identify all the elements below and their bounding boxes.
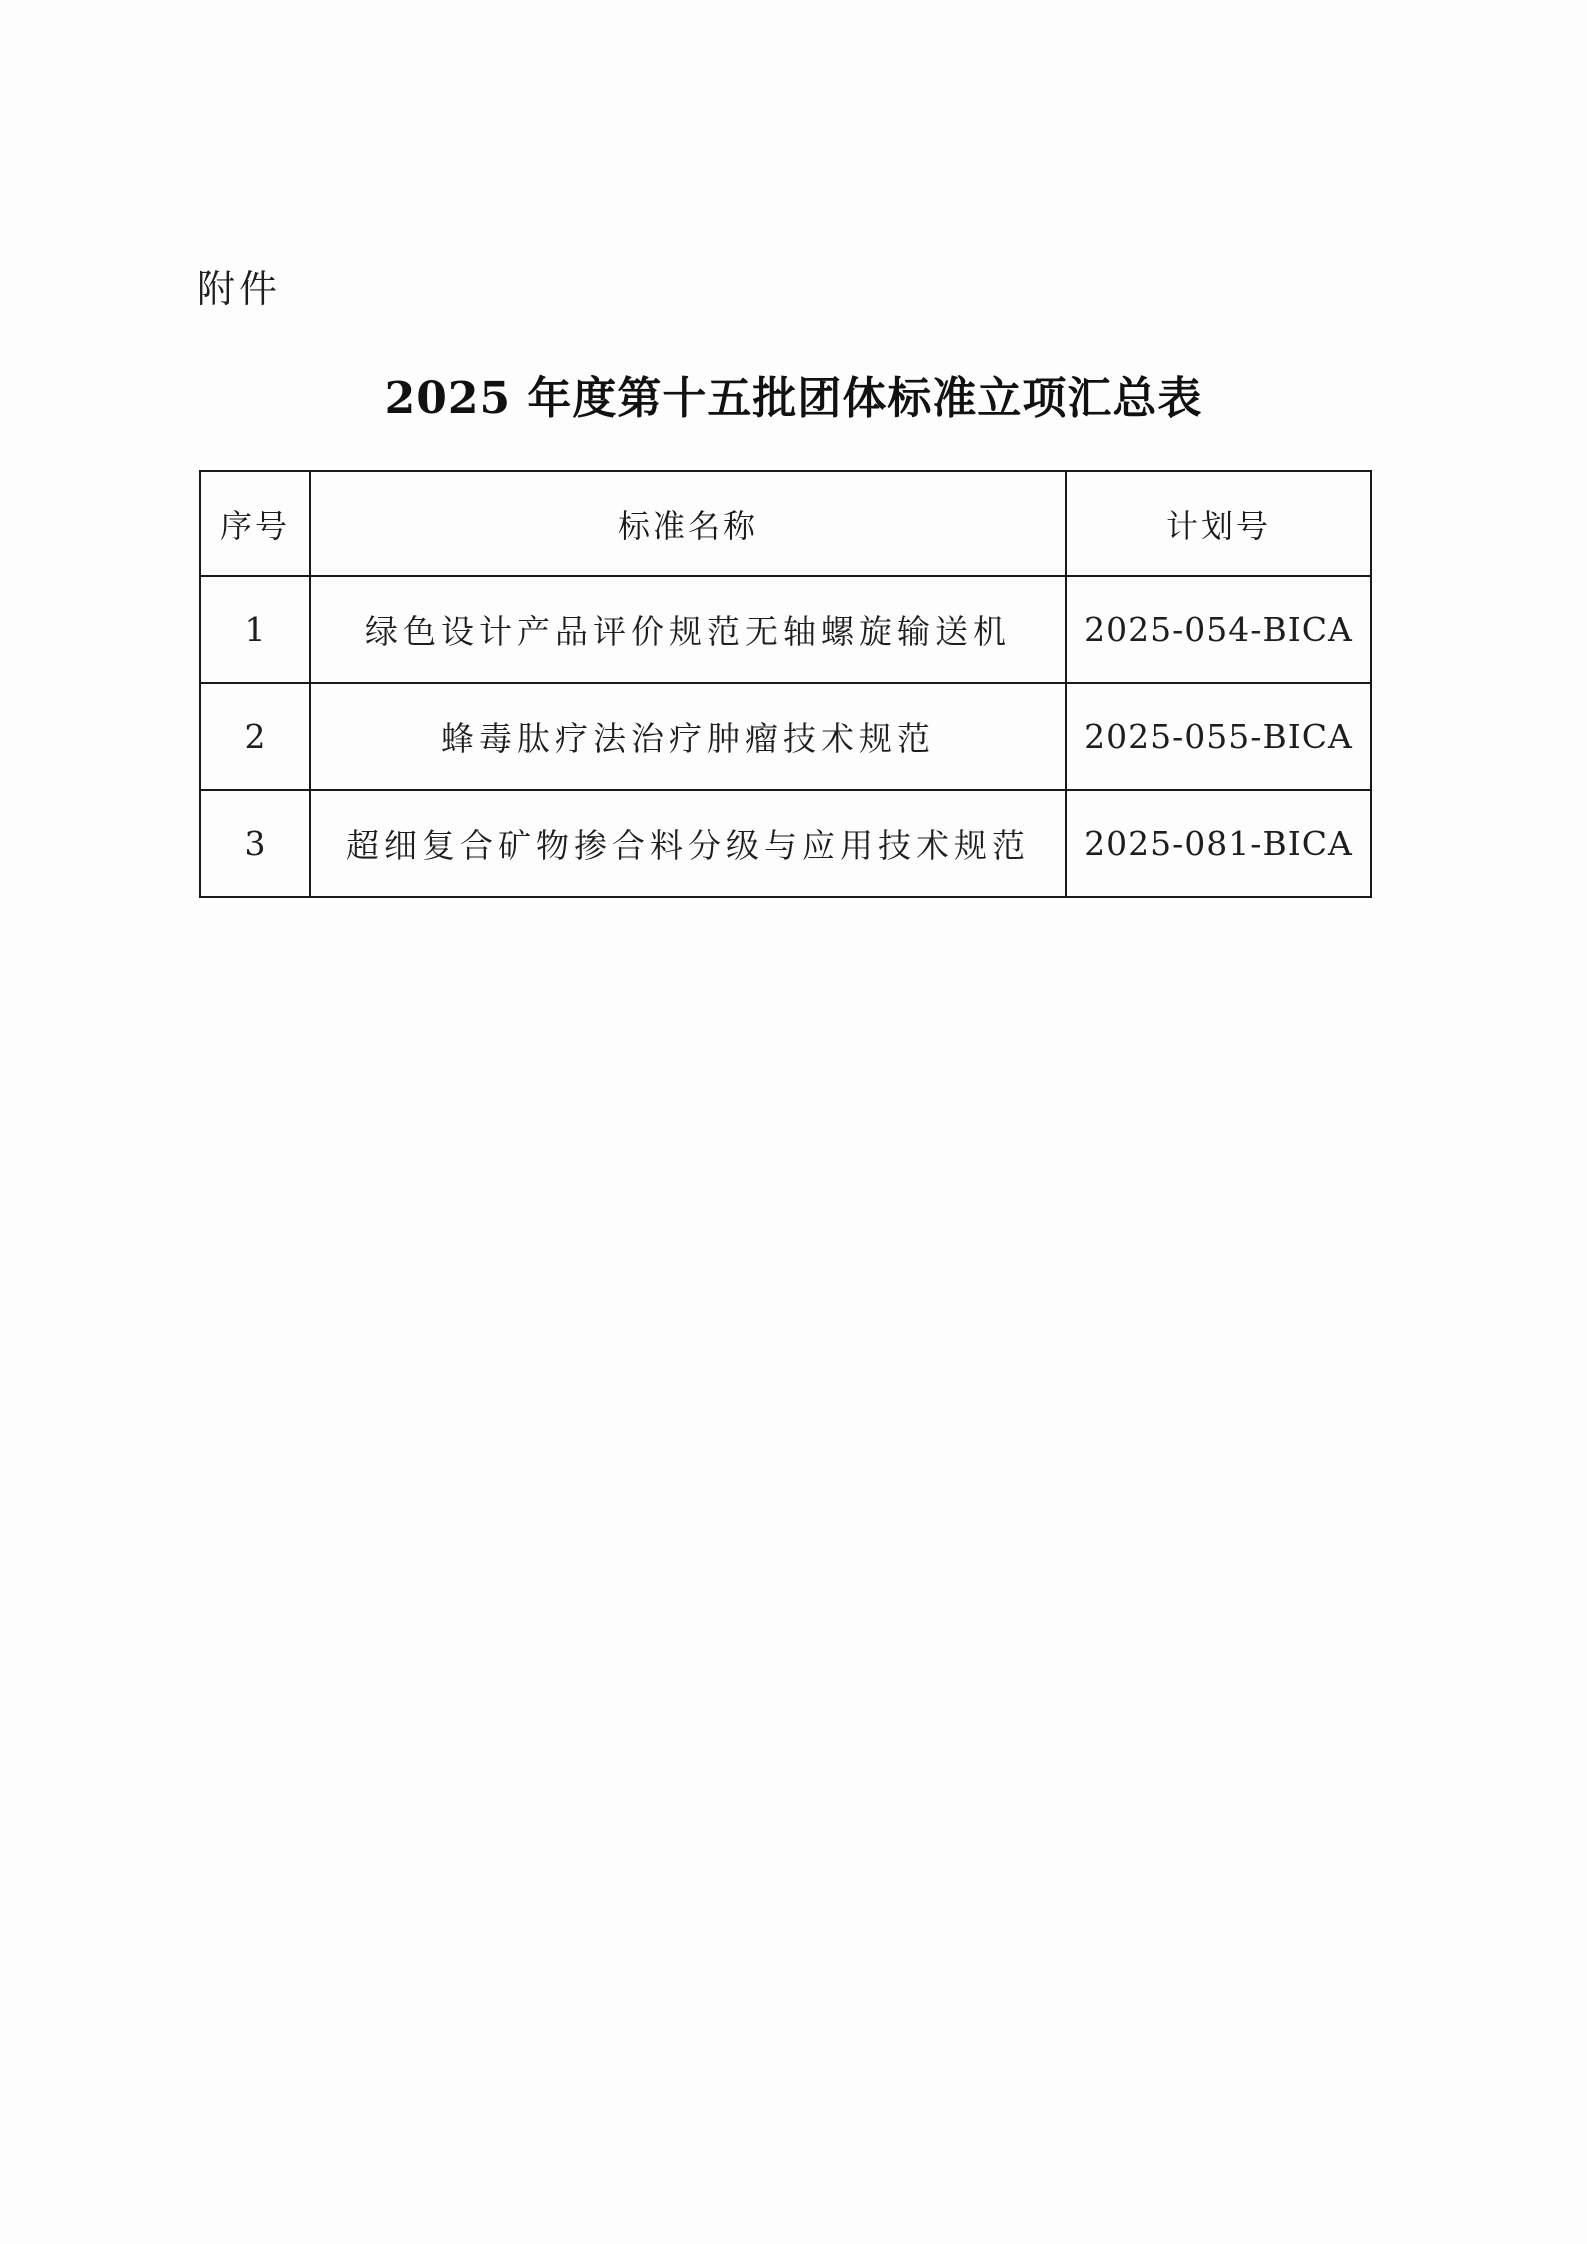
table-header-row	[200, 471, 1371, 576]
row-standard-name: 绿色设计产品评价规范无轴螺旋输送机	[310, 576, 1066, 683]
row-index: 1	[200, 576, 310, 683]
header-standard-name: 标准名称	[310, 471, 1066, 576]
standards-summary-table	[199, 470, 1372, 898]
attachment-label: 附件	[197, 267, 282, 311]
row-index: 3	[200, 790, 310, 897]
table-row	[200, 790, 1371, 897]
row-standard-name: 超细复合矿物掺合料分级与应用技术规范	[310, 790, 1066, 897]
header-plan-number: 计划号	[1066, 471, 1371, 576]
table-row	[200, 576, 1371, 683]
document-title: 2025 年度第十五批团体标准立项汇总表	[384, 373, 1203, 424]
row-plan-number: 2025-081-BICA	[1066, 790, 1371, 897]
row-plan-number: 2025-054-BICA	[1066, 576, 1371, 683]
header-index: 序号	[200, 471, 310, 576]
table-row	[200, 683, 1371, 790]
row-plan-number: 2025-055-BICA	[1066, 683, 1371, 790]
row-standard-name: 蜂毒肽疗法治疗肿瘤技术规范	[310, 683, 1066, 790]
row-index: 2	[200, 683, 310, 790]
